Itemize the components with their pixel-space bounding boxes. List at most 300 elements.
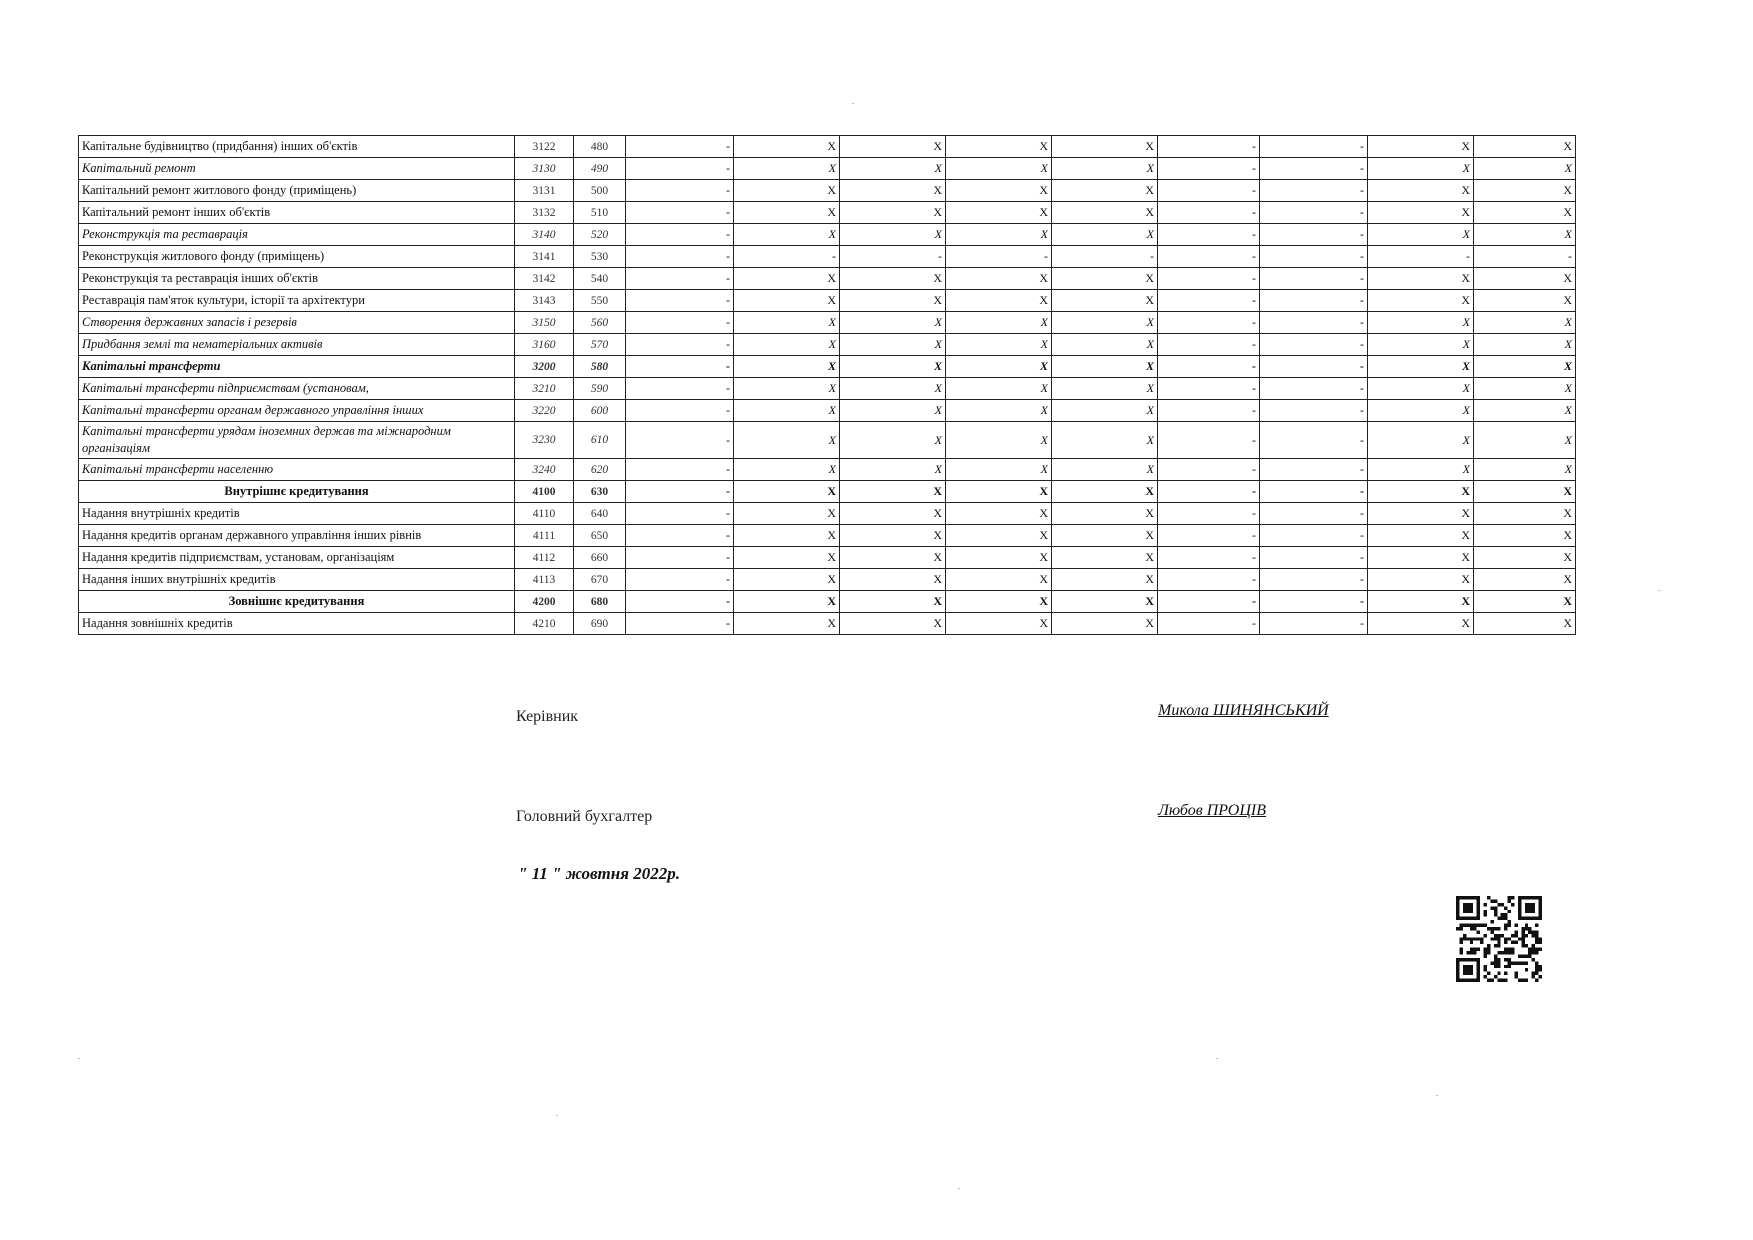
value-cell: X: [1474, 136, 1576, 158]
value-cell: X: [946, 400, 1052, 422]
value-cell: -: [1158, 481, 1260, 503]
kekv-code: 4200: [515, 591, 574, 613]
value-cell: -: [626, 290, 734, 312]
scan-speck: [78, 1058, 80, 1059]
kekv-code: 3131: [515, 180, 574, 202]
row-label: Зовнішнє кредитування: [79, 591, 515, 613]
value-cell: X: [734, 356, 840, 378]
line-code: 560: [574, 312, 626, 334]
value-cell: X: [1052, 422, 1158, 459]
value-cell: -: [1260, 547, 1368, 569]
value-cell: -: [1158, 202, 1260, 224]
value-cell: X: [946, 459, 1052, 481]
value-cell: X: [946, 268, 1052, 290]
row-label: Надання кредитів органам державного управління інших рівнів: [79, 525, 515, 547]
value-cell: X: [840, 459, 946, 481]
value-cell: -: [1260, 334, 1368, 356]
value-cell: X: [1368, 613, 1474, 635]
kekv-code: 3160: [515, 334, 574, 356]
kekv-code: 4111: [515, 525, 574, 547]
row-label: Придбання землі та нематеріальних активів: [79, 334, 515, 356]
kekv-code: 3141: [515, 246, 574, 268]
value-cell: X: [1474, 503, 1576, 525]
value-cell: X: [1368, 378, 1474, 400]
report-table: [78, 135, 1576, 635]
value-cell: X: [946, 224, 1052, 246]
line-code: 570: [574, 334, 626, 356]
line-code: 620: [574, 459, 626, 481]
line-code: 500: [574, 180, 626, 202]
value-cell: X: [1474, 481, 1576, 503]
value-cell: X: [734, 312, 840, 334]
value-cell: -: [1158, 503, 1260, 525]
value-cell: -: [1260, 136, 1368, 158]
value-cell: X: [840, 591, 946, 613]
value-cell: X: [734, 613, 840, 635]
table-row: [79, 459, 1576, 481]
line-code: 490: [574, 158, 626, 180]
value-cell: X: [1368, 400, 1474, 422]
line-code: 630: [574, 481, 626, 503]
line-code: 690: [574, 613, 626, 635]
value-cell: -: [626, 378, 734, 400]
value-cell: -: [1368, 246, 1474, 268]
value-cell: X: [1474, 268, 1576, 290]
value-cell: -: [626, 224, 734, 246]
value-cell: X: [1368, 591, 1474, 613]
value-cell: -: [1158, 591, 1260, 613]
value-cell: -: [1260, 591, 1368, 613]
value-cell: X: [1474, 224, 1576, 246]
value-cell: -: [946, 246, 1052, 268]
row-label: Капітальний ремонт житлового фонду (приміщень): [79, 180, 515, 202]
value-cell: -: [626, 459, 734, 481]
value-cell: X: [734, 334, 840, 356]
line-code: 510: [574, 202, 626, 224]
head-label: Керівник: [516, 708, 579, 725]
value-cell: X: [1052, 312, 1158, 334]
value-cell: X: [1474, 180, 1576, 202]
value-cell: X: [1052, 268, 1158, 290]
value-cell: -: [626, 334, 734, 356]
value-cell: X: [946, 591, 1052, 613]
value-cell: X: [946, 136, 1052, 158]
row-label: Капітальні трансферти населенню: [79, 459, 515, 481]
qr-code-icon: [1456, 896, 1542, 982]
value-cell: X: [946, 547, 1052, 569]
accountant-name: Любов ПРОЦІВ: [1158, 802, 1267, 819]
value-cell: X: [734, 547, 840, 569]
kekv-code: 3130: [515, 158, 574, 180]
table-row: [79, 569, 1576, 591]
value-cell: -: [626, 503, 734, 525]
table-row: [79, 290, 1576, 312]
row-label: Капітальний ремонт інших об'єктів: [79, 202, 515, 224]
row-label: Реконструкція та реставрація: [79, 224, 515, 246]
kekv-code: 3150: [515, 312, 574, 334]
value-cell: -: [1052, 246, 1158, 268]
value-cell: X: [946, 158, 1052, 180]
value-cell: -: [626, 481, 734, 503]
report-date: " 11 " жовтня 2022р.: [518, 864, 680, 883]
kekv-code: 3210: [515, 378, 574, 400]
row-label: Внутрішнє кредитування: [79, 481, 515, 503]
value-cell: -: [1158, 224, 1260, 246]
value-cell: X: [734, 503, 840, 525]
value-cell: -: [626, 400, 734, 422]
row-label: Реставрація пам'яток культури, історії та архітектури: [79, 290, 515, 312]
value-cell: -: [1158, 180, 1260, 202]
head-name: Микола ШИНЯНСЬКИЙ: [1158, 702, 1329, 719]
value-cell: -: [626, 525, 734, 547]
value-cell: X: [946, 503, 1052, 525]
table-row: [79, 268, 1576, 290]
value-cell: -: [626, 268, 734, 290]
value-cell: X: [1052, 591, 1158, 613]
scan-speck: [852, 103, 854, 104]
line-code: 600: [574, 400, 626, 422]
value-cell: X: [840, 268, 946, 290]
kekv-code: 3142: [515, 268, 574, 290]
table-row: [79, 202, 1576, 224]
value-cell: X: [1052, 547, 1158, 569]
value-cell: X: [946, 569, 1052, 591]
kekv-code: 3143: [515, 290, 574, 312]
value-cell: X: [1474, 613, 1576, 635]
value-cell: X: [1474, 158, 1576, 180]
line-code: 650: [574, 525, 626, 547]
kekv-code: 3200: [515, 356, 574, 378]
line-code: 670: [574, 569, 626, 591]
value-cell: -: [626, 202, 734, 224]
value-cell: -: [626, 591, 734, 613]
value-cell: X: [946, 334, 1052, 356]
value-cell: X: [946, 525, 1052, 547]
value-cell: X: [1052, 224, 1158, 246]
value-cell: X: [1052, 525, 1158, 547]
kekv-code: 4113: [515, 569, 574, 591]
value-cell: X: [1474, 378, 1576, 400]
table-row: [79, 400, 1576, 422]
value-cell: X: [1474, 312, 1576, 334]
line-code: 480: [574, 136, 626, 158]
value-cell: -: [1260, 378, 1368, 400]
scan-speck: [958, 1188, 960, 1189]
table-row: [79, 503, 1576, 525]
value-cell: X: [840, 378, 946, 400]
value-cell: X: [1368, 547, 1474, 569]
value-cell: X: [840, 422, 946, 459]
value-cell: X: [840, 569, 946, 591]
value-cell: -: [1260, 246, 1368, 268]
line-code: 590: [574, 378, 626, 400]
value-cell: X: [840, 202, 946, 224]
value-cell: X: [1368, 569, 1474, 591]
table-row: [79, 547, 1576, 569]
value-cell: -: [1158, 613, 1260, 635]
value-cell: X: [1368, 158, 1474, 180]
row-label: Капітальні трансферти урядам іноземних держав та міжнародним організаціям: [79, 422, 515, 459]
value-cell: X: [1474, 547, 1576, 569]
table-row: [79, 525, 1576, 547]
value-cell: -: [1260, 224, 1368, 246]
value-cell: -: [1158, 422, 1260, 459]
value-cell: -: [1260, 356, 1368, 378]
value-cell: X: [946, 202, 1052, 224]
value-cell: X: [840, 481, 946, 503]
value-cell: X: [734, 224, 840, 246]
line-code: 640: [574, 503, 626, 525]
kekv-code: 3140: [515, 224, 574, 246]
kekv-code: 3132: [515, 202, 574, 224]
value-cell: X: [840, 613, 946, 635]
table-row: [79, 224, 1576, 246]
accountant-label: Головний бухгалтер: [516, 808, 653, 825]
value-cell: X: [840, 312, 946, 334]
value-cell: X: [1052, 356, 1158, 378]
value-cell: X: [1368, 180, 1474, 202]
kekv-code: 3230: [515, 422, 574, 459]
table-row: [79, 246, 1576, 268]
value-cell: X: [1052, 481, 1158, 503]
value-cell: -: [734, 246, 840, 268]
value-cell: -: [626, 246, 734, 268]
value-cell: -: [1260, 202, 1368, 224]
value-cell: X: [840, 503, 946, 525]
table-row: [79, 334, 1576, 356]
value-cell: X: [1052, 334, 1158, 356]
value-cell: -: [1260, 613, 1368, 635]
value-cell: X: [1368, 312, 1474, 334]
kekv-code: 4112: [515, 547, 574, 569]
scan-speck: [1216, 1058, 1218, 1059]
value-cell: X: [840, 525, 946, 547]
value-cell: -: [626, 356, 734, 378]
value-cell: -: [626, 547, 734, 569]
value-cell: X: [946, 312, 1052, 334]
value-cell: X: [840, 290, 946, 312]
value-cell: -: [1260, 525, 1368, 547]
value-cell: -: [1260, 503, 1368, 525]
value-cell: X: [1368, 268, 1474, 290]
value-cell: -: [1260, 422, 1368, 459]
kekv-code: 3240: [515, 459, 574, 481]
line-code: 660: [574, 547, 626, 569]
row-label: Капітальні трансферти підприємствам (установам,: [79, 378, 515, 400]
table-row: [79, 312, 1576, 334]
value-cell: X: [946, 290, 1052, 312]
value-cell: -: [626, 136, 734, 158]
value-cell: X: [1052, 613, 1158, 635]
row-label: Надання внутрішніх кредитів: [79, 503, 515, 525]
value-cell: X: [1474, 591, 1576, 613]
value-cell: X: [734, 422, 840, 459]
value-cell: X: [1052, 400, 1158, 422]
value-cell: X: [1052, 569, 1158, 591]
kekv-code: 3220: [515, 400, 574, 422]
value-cell: X: [840, 136, 946, 158]
value-cell: X: [1368, 202, 1474, 224]
value-cell: X: [1368, 290, 1474, 312]
table-row: [79, 591, 1576, 613]
value-cell: -: [626, 613, 734, 635]
value-cell: X: [1368, 356, 1474, 378]
value-cell: -: [1158, 569, 1260, 591]
value-cell: -: [1260, 158, 1368, 180]
value-cell: X: [1368, 481, 1474, 503]
value-cell: -: [1260, 400, 1368, 422]
value-cell: -: [1158, 459, 1260, 481]
value-cell: -: [1158, 312, 1260, 334]
value-cell: X: [840, 334, 946, 356]
row-label: Капітальне будівництво (придбання) інших об'єктів: [79, 136, 515, 158]
value-cell: X: [946, 613, 1052, 635]
row-label: Капітальний ремонт: [79, 158, 515, 180]
value-cell: X: [734, 591, 840, 613]
value-cell: X: [946, 422, 1052, 459]
value-cell: -: [1260, 268, 1368, 290]
value-cell: X: [1368, 224, 1474, 246]
scan-speck: [556, 1115, 558, 1116]
value-cell: X: [734, 459, 840, 481]
value-cell: X: [840, 180, 946, 202]
value-cell: X: [1052, 290, 1158, 312]
value-cell: -: [1158, 547, 1260, 569]
table-row: [79, 378, 1576, 400]
value-cell: X: [1474, 290, 1576, 312]
value-cell: X: [1368, 136, 1474, 158]
table-body: [79, 136, 1576, 635]
line-code: 550: [574, 290, 626, 312]
value-cell: X: [1474, 400, 1576, 422]
value-cell: -: [840, 246, 946, 268]
value-cell: X: [840, 547, 946, 569]
value-cell: X: [946, 481, 1052, 503]
kekv-code: 4110: [515, 503, 574, 525]
table-row: [79, 481, 1576, 503]
value-cell: X: [1368, 334, 1474, 356]
value-cell: -: [1158, 136, 1260, 158]
value-cell: X: [1368, 422, 1474, 459]
value-cell: X: [1052, 180, 1158, 202]
value-cell: X: [1474, 569, 1576, 591]
value-cell: X: [1052, 136, 1158, 158]
value-cell: -: [1260, 290, 1368, 312]
value-cell: X: [734, 180, 840, 202]
row-label: Капітальні трансферти органам державного управління інших: [79, 400, 515, 422]
value-cell: X: [1368, 503, 1474, 525]
row-label: Капітальні трансферти: [79, 356, 515, 378]
kekv-code: 4100: [515, 481, 574, 503]
value-cell: -: [1260, 180, 1368, 202]
kekv-code: 3122: [515, 136, 574, 158]
value-cell: -: [1158, 268, 1260, 290]
value-cell: -: [626, 312, 734, 334]
value-cell: X: [1474, 525, 1576, 547]
value-cell: X: [1474, 459, 1576, 481]
value-cell: X: [840, 400, 946, 422]
value-cell: X: [734, 158, 840, 180]
value-cell: X: [1368, 459, 1474, 481]
value-cell: -: [1158, 525, 1260, 547]
value-cell: X: [734, 481, 840, 503]
value-cell: X: [734, 268, 840, 290]
line-code: 580: [574, 356, 626, 378]
value-cell: X: [1052, 202, 1158, 224]
value-cell: X: [840, 224, 946, 246]
value-cell: -: [1474, 246, 1576, 268]
value-cell: -: [1158, 246, 1260, 268]
value-cell: -: [626, 422, 734, 459]
value-cell: X: [734, 378, 840, 400]
kekv-code: 4210: [515, 613, 574, 635]
value-cell: -: [626, 569, 734, 591]
line-code: 540: [574, 268, 626, 290]
value-cell: X: [1052, 503, 1158, 525]
value-cell: -: [1260, 481, 1368, 503]
table-row: [79, 422, 1576, 459]
row-label: Реконструкція житлового фонду (приміщень): [79, 246, 515, 268]
table-row: [79, 158, 1576, 180]
value-cell: -: [1158, 334, 1260, 356]
value-cell: -: [1158, 158, 1260, 180]
value-cell: X: [946, 180, 1052, 202]
table-row: [79, 180, 1576, 202]
line-code: 610: [574, 422, 626, 459]
value-cell: X: [1474, 334, 1576, 356]
value-cell: X: [1474, 422, 1576, 459]
value-cell: -: [626, 180, 734, 202]
row-label: Створення державних запасів і резервів: [79, 312, 515, 334]
value-cell: -: [1260, 569, 1368, 591]
value-cell: X: [946, 356, 1052, 378]
value-cell: X: [734, 400, 840, 422]
value-cell: X: [840, 158, 946, 180]
row-label: Надання інших внутрішніх кредитів: [79, 569, 515, 591]
line-code: 530: [574, 246, 626, 268]
value-cell: -: [1158, 378, 1260, 400]
value-cell: X: [1052, 459, 1158, 481]
table-row: [79, 356, 1576, 378]
value-cell: X: [734, 202, 840, 224]
value-cell: -: [1158, 400, 1260, 422]
scan-speck: [1658, 590, 1660, 591]
line-code: 520: [574, 224, 626, 246]
value-cell: X: [840, 356, 946, 378]
value-cell: X: [1052, 158, 1158, 180]
value-cell: X: [1474, 356, 1576, 378]
table-row: [79, 136, 1576, 158]
value-cell: X: [1368, 525, 1474, 547]
row-label: Надання кредитів підприємствам, установам, організаціям: [79, 547, 515, 569]
value-cell: X: [1052, 378, 1158, 400]
value-cell: X: [734, 136, 840, 158]
line-code: 680: [574, 591, 626, 613]
row-label: Надання зовнішніх кредитів: [79, 613, 515, 635]
value-cell: X: [734, 569, 840, 591]
value-cell: -: [1260, 459, 1368, 481]
scan-speck: [1436, 1095, 1438, 1096]
row-label: Реконструкція та реставрація інших об'єктів: [79, 268, 515, 290]
value-cell: X: [946, 378, 1052, 400]
value-cell: -: [626, 158, 734, 180]
value-cell: X: [1474, 202, 1576, 224]
table-row: [79, 613, 1576, 635]
value-cell: X: [734, 290, 840, 312]
value-cell: -: [1158, 356, 1260, 378]
value-cell: X: [734, 525, 840, 547]
value-cell: -: [1158, 290, 1260, 312]
